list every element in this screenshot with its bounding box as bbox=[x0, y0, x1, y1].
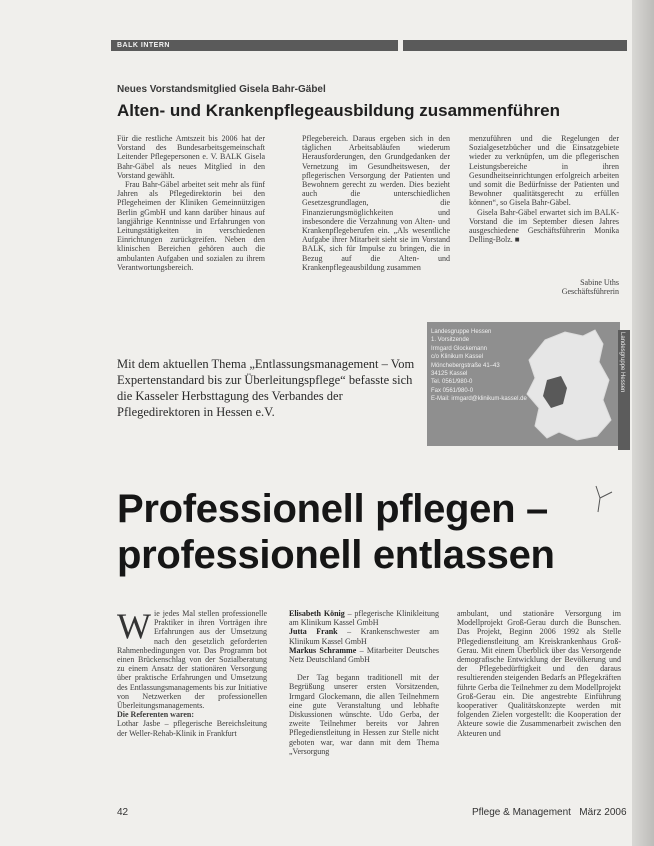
referent-item bbox=[289, 609, 439, 627]
contact-details bbox=[431, 328, 531, 404]
paragraph: ie jedes Mal stellen professionelle Praktiker in ihren Vorträgen ihre Erfahrungen aus der Umsetzung nach den gesetzlich geforderten Rahmenbedingungen vor. Das Programm bot einen Brückenschlag von der Sozialberatung zu einem Ansatz der stationären Versorgung über praktische Erfahrungen und Umsetzung des Entlassungsmanagements bis zur Initiative von Netzwerken der professionellen Überleitungsmanagements. bbox=[117, 609, 267, 711]
paragraph: Der Tag begann traditionell mit der Begrüßung unserer ersten Vorsitzenden, Irmgard Glockemann, die allen Teilnehmern eine gute Veranstaltung und lebhafte Diskussionen wünschte. Udo Gerba, der zweite Teilnehmer bereits vor Jahren Pflegedienstleitung in Hessen zur Stelle nicht geboten war, war dann mit dem Thema „Versorgung bbox=[289, 673, 439, 756]
signature-role: Geschäftsführerin bbox=[561, 286, 619, 296]
headline-line-2: professionell entlassen bbox=[117, 533, 555, 577]
contact-line: Fax 0561/980-0 bbox=[431, 387, 474, 394]
article2-column-2 bbox=[289, 609, 439, 797]
contact-line: Mönchebergstraße 41–43 bbox=[431, 362, 500, 369]
paragraph: Frau Bahr-Gäbel arbeitet seit mehr als fünf Jahren als Pflegedirektorin bei den Pflegeheimen der Kliniken Gemeinnützigen Berlin gGmbH und kann darüber hinaus auf langjährige Kenntnisse und Erfahrungen von Leitungstätigkeiten in verschiedenen Einrichtungen zurückgreifen. Neben den klinischen Bereichen gehören auch die ambulanten Aufgaben und sozialen zu ihrem Verantwortungsbereich. bbox=[117, 180, 265, 272]
referent-name: Jutta Frank bbox=[289, 627, 338, 637]
main-headline bbox=[117, 486, 617, 578]
contact-line: Irmgard Glockemann bbox=[431, 345, 488, 352]
contact-line: Landesgruppe Hessen bbox=[431, 329, 492, 335]
contact-line: Tel. 0561/980-0 bbox=[431, 379, 473, 386]
paragraph: Lothar Jasbe – pflegerische Bereichsleitung der Weller-Rehab-Klinik in Frankfurt bbox=[117, 719, 267, 738]
side-tab-label: Landesgruppe Hessen bbox=[619, 332, 625, 393]
pen-mark-icon bbox=[590, 484, 620, 514]
headline-line-1: Professionell pflegen – bbox=[117, 487, 548, 531]
banner-notch bbox=[398, 40, 403, 51]
article-title: Alten- und Krankenpflegeausbildung zusammenführen bbox=[117, 101, 560, 120]
paragraph: menzuführen und die Regelungen der Sozialgesetzbücher und die Einsatzgebiete wieder zu verknüpfen, um die pflegerischen Leistungsbereiche in ihren Gesundheitseinrichtungen erfolgreich arbeiten und somit die Bedürfnisse der Patienten und Bewohner qualitätsgerecht zu erfüllen können“, so Gisela Bahr-Gäbel. bbox=[469, 134, 619, 208]
scan-edge bbox=[632, 0, 654, 846]
article1-column-1 bbox=[117, 134, 265, 282]
referent-role: – Mitarbeiter Deutsches Netz Deutschland GmbH bbox=[289, 645, 439, 665]
referent-name: Markus Schramme bbox=[289, 645, 357, 655]
magazine-name: Pflege & Management bbox=[472, 807, 571, 818]
section-label: BALK INTERN bbox=[117, 42, 170, 49]
signature bbox=[562, 278, 619, 296]
contact-infobox bbox=[427, 322, 620, 446]
signature-name: Sabine Uths bbox=[580, 277, 619, 287]
article1-column-2 bbox=[302, 134, 450, 282]
article1-column-3 bbox=[469, 134, 619, 296]
lead-paragraph: Mit dem aktuellen Thema „Entlassungsmanagement – Vom Expertenstandard bis zur Überleitungspflege“ befasste sich die Kasseler Herbsttagung des Verbandes der Pflegedirektoren in Hessen e.V. bbox=[117, 357, 415, 419]
paragraph: ambulant, und stationäre Versorgung im Modellprojekt Groß-Gerau durch die Bunschen. Das Projekt, Beginn 2006 1992 als Stelle Pflegedienstleitung am Kreiskrankenhaus Groß-Gerau. Mit einem Überblick über das Versorgende demografische Entwicklung der Bevölkerung und der Pflegebedürftigkeit und den daraus resultierenden steigenden Bedarfs an Pflegekräften führte Gerba die Teilnehmer zu dem Modellprojekt Groß-Gerau ein. Die angestrebte Einführung kooperativer Qualitätskonzepte werden mit folgenden Zielen vorgestellt: die Kooperation der Akteure sowie die Zusammenarbeit zwischen den Akteuren und bbox=[457, 609, 621, 738]
drop-cap: W bbox=[117, 609, 151, 646]
section-banner bbox=[111, 40, 627, 51]
issue-date: März 2006 bbox=[579, 807, 627, 818]
infobox-side-tab bbox=[618, 330, 630, 450]
article2-column-3 bbox=[457, 609, 621, 797]
paragraph: Pflegebereich. Daraus ergeben sich in den täglichen Arbeitsabläufen wiederum Herausforderungen, den Grundgedanken der Vernetzung im Gesundheitswesen, der pflegerischen Versorgung der Patienten und Bewohnern gerecht zu werden. Dies bezieht auch die unterschiedlichen Gesetzesgrundlagen, die Finanzierungsmöglichkeiten und insbesondere die Verzahnung von Alten- und Krankenpflegeberufen ein. „Als wesentliche Aufgabe ihrer Mitarbeit sieht sie im Vorstand BALK, sich für Impulse zu bringen, die in Bezug auf die Alten- und Krankenpflegeausbildung zusammen bbox=[302, 134, 450, 272]
contact-line: c/o Klinikum Kassel bbox=[431, 354, 484, 361]
referent-role: – Krankenschwester am Klinikum Kassel GmbH bbox=[289, 627, 439, 646]
contact-line: 34125 Kassel bbox=[431, 371, 468, 378]
article2-column-1 bbox=[117, 609, 267, 797]
referent-name: Elisabeth König bbox=[289, 609, 345, 618]
referent-item bbox=[289, 627, 439, 645]
article-kicker: Neues Vorstandsmitglied Gisela Bahr-Gäbel bbox=[117, 84, 326, 95]
referent-list bbox=[289, 609, 439, 664]
paragraph: Gisela Bahr-Gäbel erwartet sich im BALK-Vorstand die im September diesen Jahres ausgeschiedene Geschäftsführerin Monika Delling-Bolz. ■ bbox=[469, 207, 619, 245]
contact-line: 1. Vorsitzende bbox=[431, 337, 470, 344]
paragraph: Für die restliche Amtszeit bis 2006 hat der Vorstand des Bundesarbeitsgemeinschaft Leitender Pflegepersonen e. V. BALK Gisela Bahr-Gäbel als neues Mitglied in den Vorstand gewählt. bbox=[117, 134, 265, 180]
referent-role: – pflegerische Klinikleitung am Klinikum Kassel GmbH bbox=[289, 609, 439, 628]
magazine-footer bbox=[472, 807, 627, 818]
contact-line: E-Mail: irmgard@klinikum-kassel.de bbox=[431, 396, 527, 403]
page-number: 42 bbox=[117, 807, 129, 818]
referent-item bbox=[289, 646, 439, 664]
referents-heading: Die Referenten waren: bbox=[117, 710, 195, 720]
